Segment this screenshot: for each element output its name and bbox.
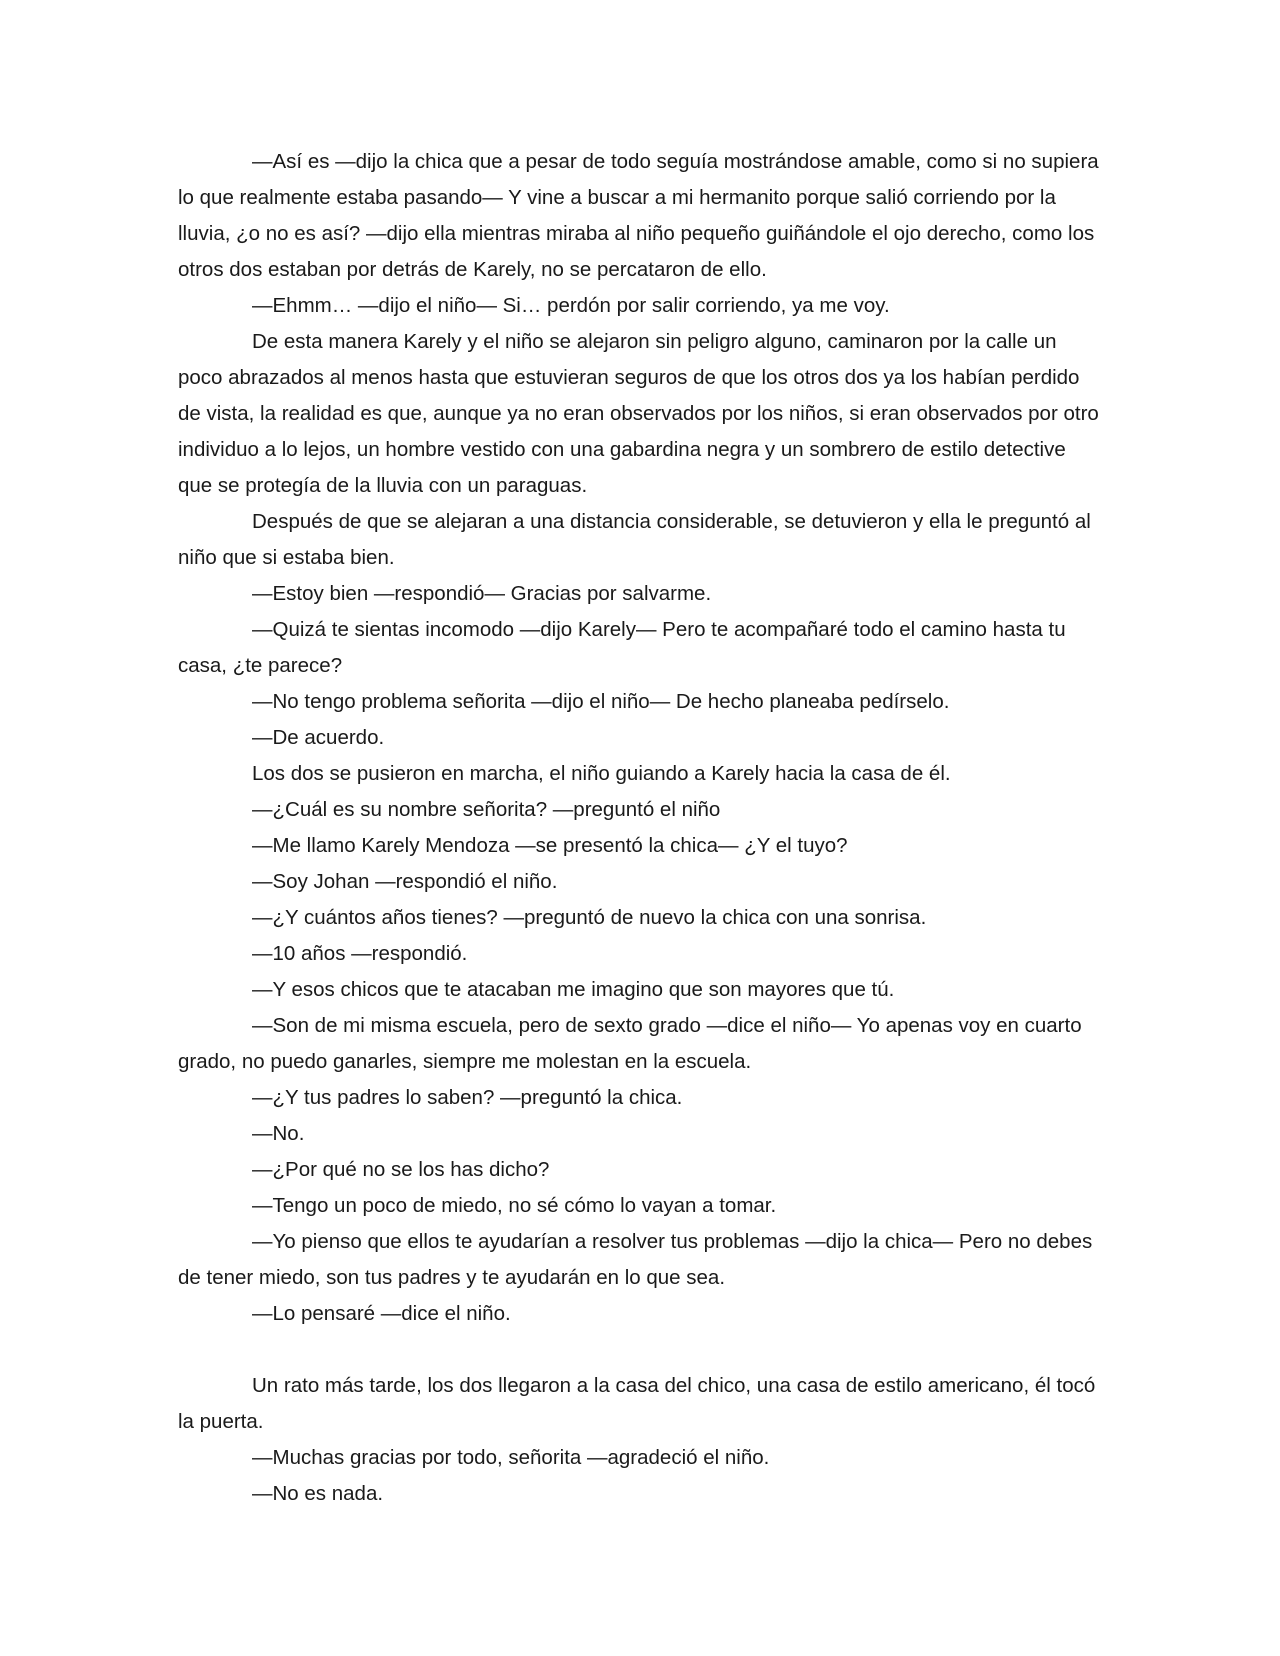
paragraph-15: —Y esos chicos que te atacaban me imagino que son mayores que tú. — [252, 978, 895, 1001]
paragraph-4: Después de que se alejaran a una distancia considerable, se detuvieron y ella le preguntó al niño que si estaba bien. — [178, 510, 1091, 569]
paragraph-13: —¿Y cuántos años tienes? —preguntó de nuevo la chica con una sonrisa. — [252, 906, 927, 929]
paragraph-6: —Quizá te sientas incomodo —dijo Karely— Pero te acompañaré todo el camino hasta tu casa, ¿te parece? — [178, 618, 1066, 677]
paragraph-18: —No. — [252, 1122, 305, 1145]
paragraph-5: —Estoy bien —respondió— Gracias por salvarme. — [252, 582, 712, 605]
paragraph-11: —Me llamo Karely Mendoza —se presentó la chica— ¿Y el tuyo? — [252, 834, 848, 857]
paragraph-14: —10 años —respondió. — [252, 942, 468, 965]
paragraph-spacer — [178, 1332, 1104, 1368]
paragraph-22: —Lo pensaré —dice el niño. — [252, 1302, 511, 1325]
paragraph-16: —Son de mi misma escuela, pero de sexto grado —dice el niño— Yo apenas voy en cuarto grado, no puedo ganarles, siempre me molestan en la escuela. — [178, 1014, 1082, 1073]
paragraph-25: —No es nada. — [252, 1482, 384, 1505]
paragraph-24: —Muchas gracias por todo, señorita —agradeció el niño. — [252, 1446, 770, 1469]
paragraph-23: Un rato más tarde, los dos llegaron a la casa del chico, una casa de estilo americano, él tocó la puerta. — [178, 1374, 1096, 1433]
paragraph-17: —¿Y tus padres lo saben? —preguntó la chica. — [252, 1086, 683, 1109]
paragraph-3: De esta manera Karely y el niño se alejaron sin peligro alguno, caminaron por la calle un poco abrazados al menos hasta que estuvieran seguros de que los otros dos ya los habían perdido de vista, la realidad es que, aunque ya no eran observados por los niños, si eran observados por otro individuo a lo lejos, un hombre vestido con una gabardina negra y un sombrero de estilo detective que se protegía de la lluvia con un paraguas. — [178, 330, 1099, 497]
paragraph-9: Los dos se pusieron en marcha, el niño guiando a Karely hacia la casa de él. — [252, 762, 951, 785]
paragraph-7: —No tengo problema señorita —dijo el niño— De hecho planeaba pedírselo. — [252, 690, 950, 713]
document-body — [178, 144, 1104, 1512]
paragraph-10: —¿Cuál es su nombre señorita? —preguntó el niño — [252, 798, 721, 821]
paragraph-19: —¿Por qué no se los has dicho? — [252, 1158, 550, 1181]
paragraph-2: —Ehmm… —dijo el niño— Si… perdón por salir corriendo, ya me voy. — [252, 294, 890, 317]
paragraph-20: —Tengo un poco de miedo, no sé cómo lo vayan a tomar. — [252, 1194, 777, 1217]
paragraph-1: —Así es —dijo la chica que a pesar de todo seguía mostrándose amable, como si no supiera lo que realmente estaba pasando— Y vine a buscar a mi hermanito porque salió corriendo por la lluvia, ¿o no es así? —dijo ella mientras miraba al niño pequeño guiñándole el ojo derecho, como los otros dos estaban por detrás de Karely, no se percataron de ello. — [178, 150, 1099, 281]
paragraph-21: —Yo pienso que ellos te ayudarían a resolver tus problemas —dijo la chica— Pero no debes de tener miedo, son tus padres y te ayudarán en lo que sea. — [178, 1230, 1093, 1289]
paragraph-8: —De acuerdo. — [252, 726, 385, 749]
paragraph-12: —Soy Johan —respondió el niño. — [252, 870, 558, 893]
